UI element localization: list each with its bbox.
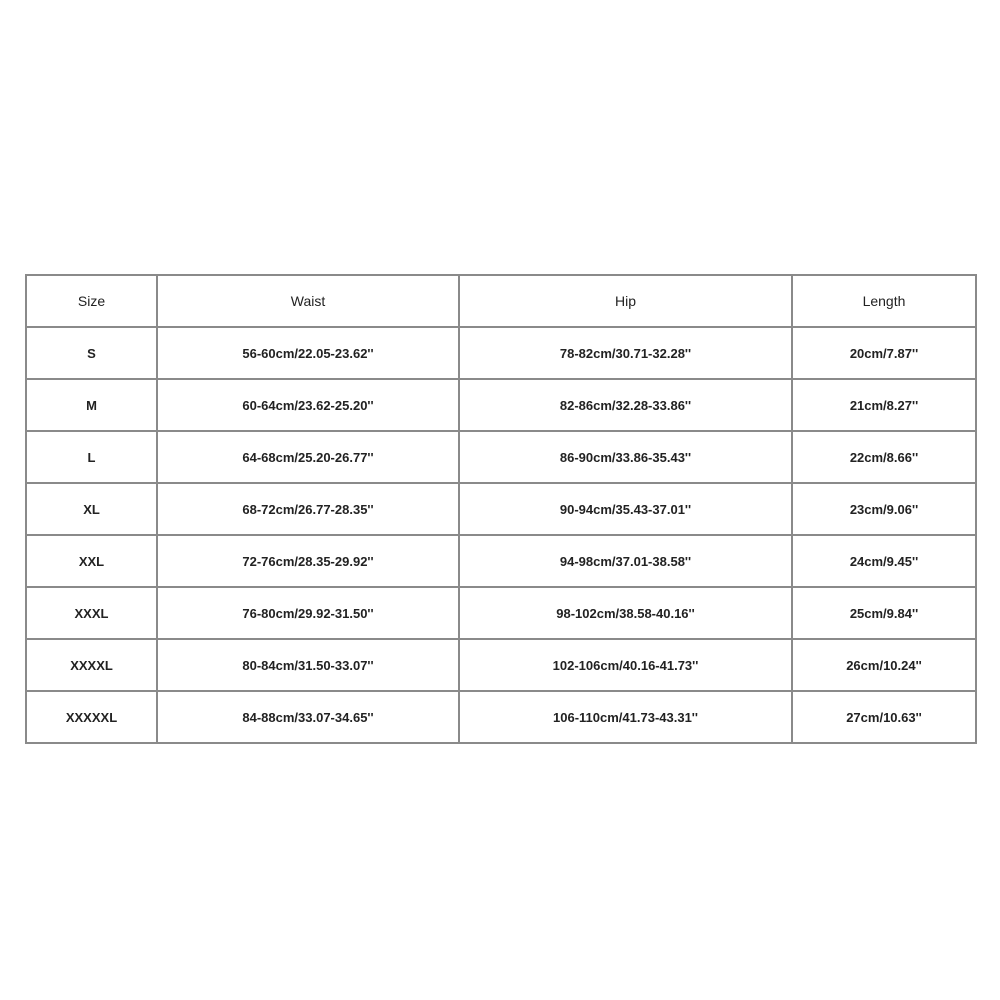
header-hip: Hip (459, 275, 792, 327)
cell-hip: 86-90cm/33.86-35.43'' (459, 431, 792, 483)
cell-length: 25cm/9.84'' (792, 587, 976, 639)
cell-length: 27cm/10.63'' (792, 691, 976, 743)
table-row (26, 587, 976, 639)
table-row (26, 535, 976, 587)
cell-size: L (26, 431, 157, 483)
cell-length: 22cm/8.66'' (792, 431, 976, 483)
cell-hip: 106-110cm/41.73-43.31'' (459, 691, 792, 743)
cell-size: M (26, 379, 157, 431)
table-row (26, 431, 976, 483)
cell-hip: 102-106cm/40.16-41.73'' (459, 639, 792, 691)
cell-waist: 84-88cm/33.07-34.65'' (157, 691, 459, 743)
header-length: Length (792, 275, 976, 327)
table-row (26, 379, 976, 431)
cell-waist: 56-60cm/22.05-23.62'' (157, 327, 459, 379)
header-row (26, 275, 976, 327)
cell-length: 26cm/10.24'' (792, 639, 976, 691)
cell-size: XXXXXL (26, 691, 157, 743)
table-row (26, 691, 976, 743)
cell-waist: 76-80cm/29.92-31.50'' (157, 587, 459, 639)
header-size: Size (26, 275, 157, 327)
cell-hip: 90-94cm/35.43-37.01'' (459, 483, 792, 535)
cell-waist: 64-68cm/25.20-26.77'' (157, 431, 459, 483)
table-row (26, 639, 976, 691)
cell-waist: 80-84cm/31.50-33.07'' (157, 639, 459, 691)
cell-size: S (26, 327, 157, 379)
header-waist: Waist (157, 275, 459, 327)
cell-hip: 82-86cm/32.28-33.86'' (459, 379, 792, 431)
table-row (26, 327, 976, 379)
cell-size: XL (26, 483, 157, 535)
cell-hip: 94-98cm/37.01-38.58'' (459, 535, 792, 587)
cell-length: 23cm/9.06'' (792, 483, 976, 535)
cell-size: XXXXL (26, 639, 157, 691)
cell-hip: 98-102cm/38.58-40.16'' (459, 587, 792, 639)
size-chart-table (25, 274, 977, 744)
cell-length: 20cm/7.87'' (792, 327, 976, 379)
cell-waist: 60-64cm/23.62-25.20'' (157, 379, 459, 431)
cell-length: 21cm/8.27'' (792, 379, 976, 431)
cell-waist: 68-72cm/26.77-28.35'' (157, 483, 459, 535)
cell-size: XXL (26, 535, 157, 587)
cell-length: 24cm/9.45'' (792, 535, 976, 587)
cell-waist: 72-76cm/28.35-29.92'' (157, 535, 459, 587)
table-row (26, 483, 976, 535)
cell-size: XXXL (26, 587, 157, 639)
cell-hip: 78-82cm/30.71-32.28'' (459, 327, 792, 379)
